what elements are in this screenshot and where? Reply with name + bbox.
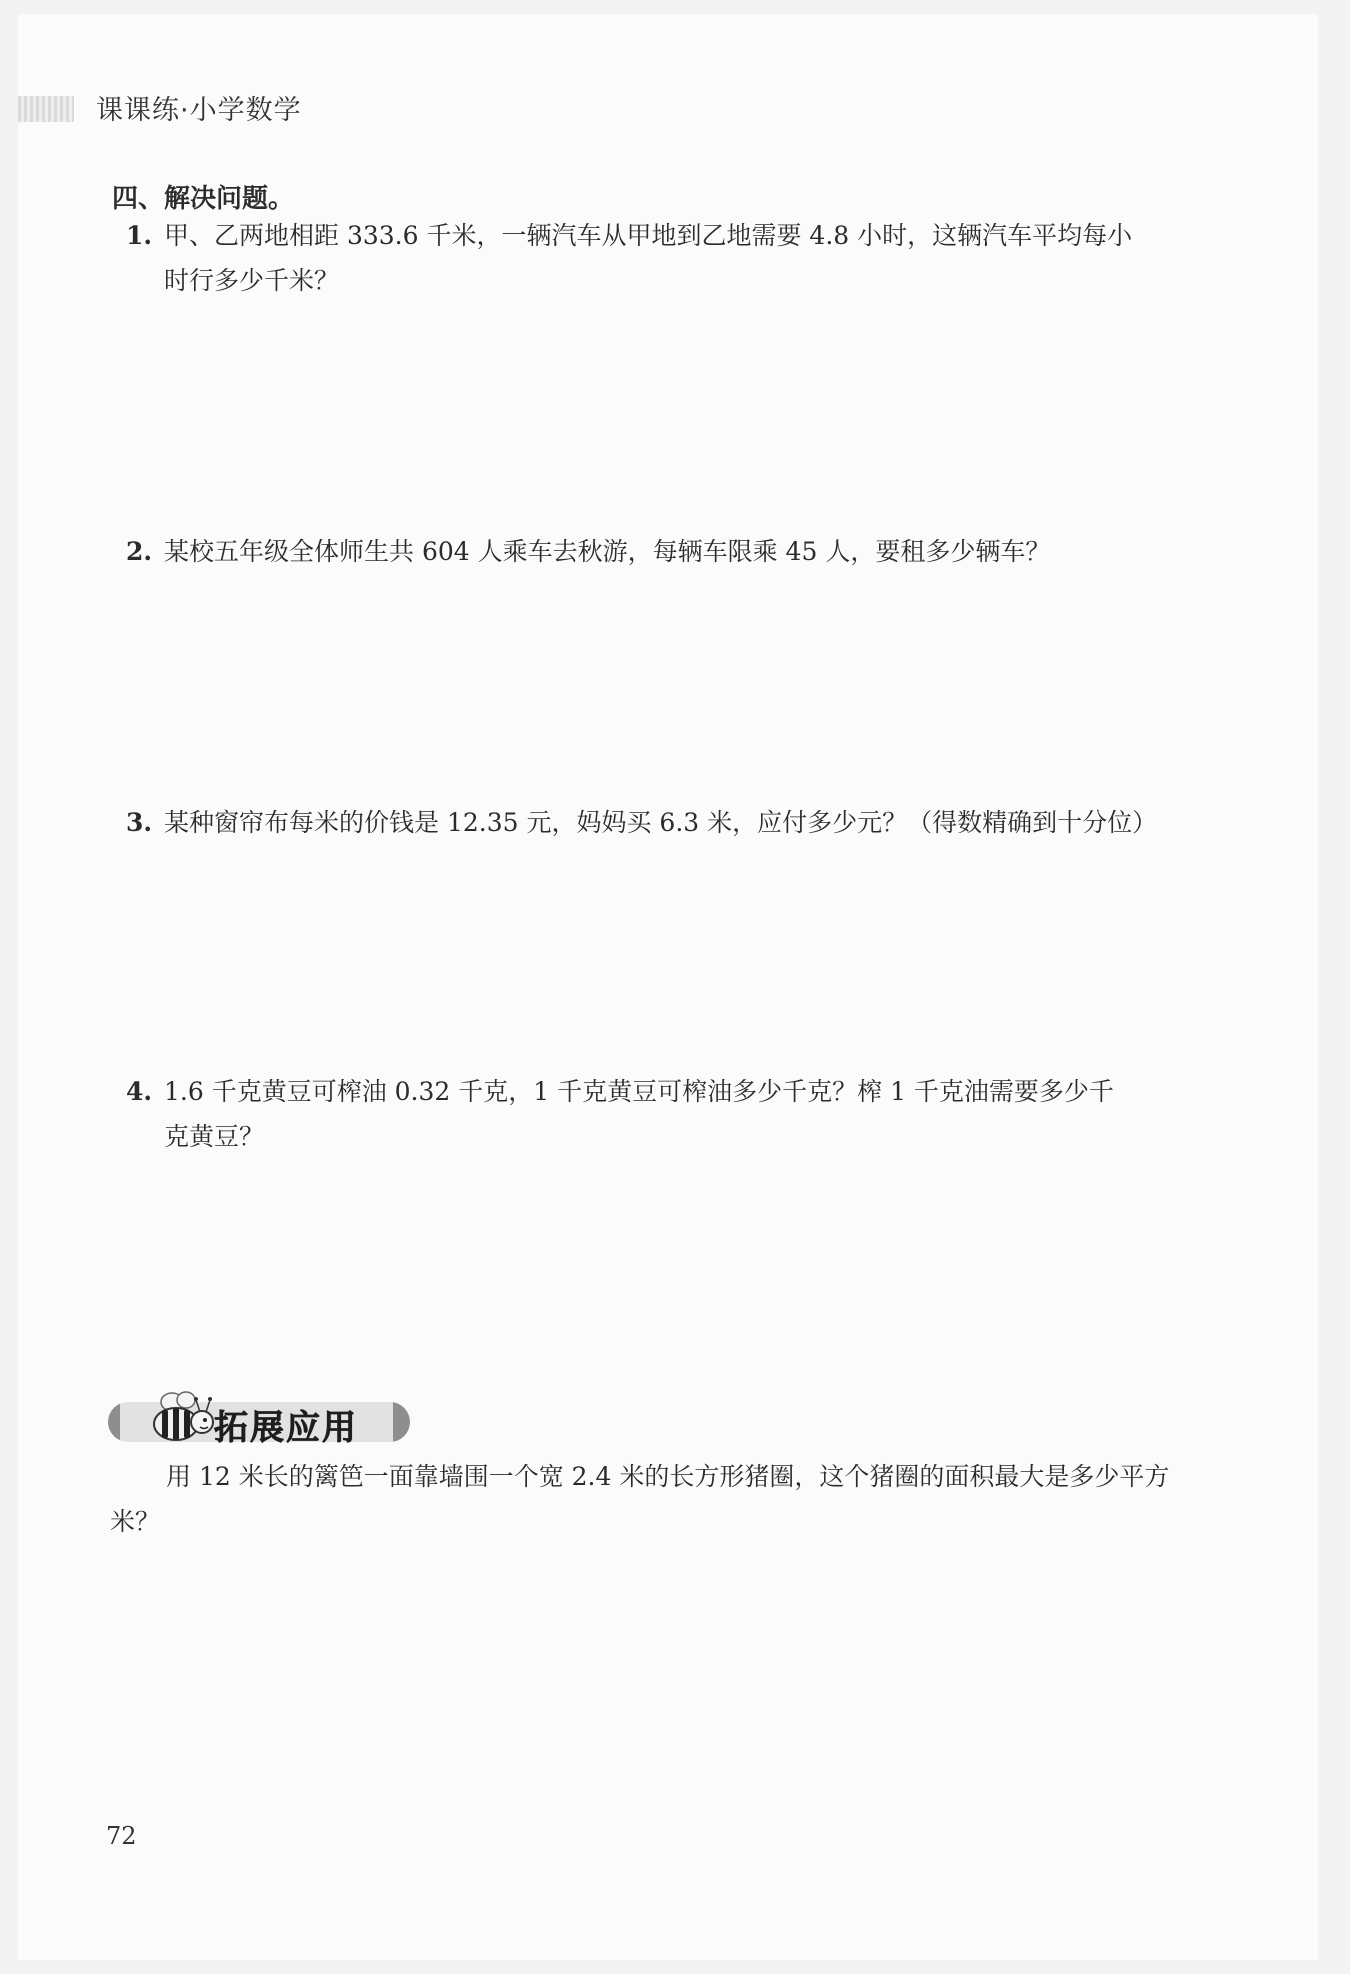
page-number: 72 <box>106 1822 137 1850</box>
problem-3 <box>126 800 1206 845</box>
problem-number: 3. <box>126 808 153 837</box>
problem-1 <box>126 213 1206 303</box>
problem-text-continued: 时行多少千米？ <box>164 266 340 295</box>
problem-text: 某种窗帘布每米的价钱是 12.35 元，妈妈买 6.3 米，应付多少元？（得数精确到十分位） <box>164 808 1158 837</box>
bee-icon <box>142 1388 222 1448</box>
problem-number: 1. <box>126 221 153 250</box>
extension-title: 拓展应用 <box>214 1408 358 1448</box>
problem-text: 甲、乙两地相距 333.6 千米，一辆汽车从甲地到乙地需要 4.8 小时，这辆汽车平均每小 <box>164 221 1133 250</box>
problem-text: 某校五年级全体师生共 604 人乘车去秋游，每辆车限乘 45 人，要租多少辆车？ <box>164 537 1051 566</box>
problem-text: 1.6 千克黄豆可榨油 0.32 千克，1 千克黄豆可榨油多少千克？榨 1 千克油需要多少千 <box>164 1077 1114 1106</box>
header-decoration <box>18 96 74 122</box>
extension-problem: 用 12 米长的篱笆一面靠墙围一个宽 2.4 米的长方形猪圈，这个猪圈的面积最大是多少平方米？ <box>110 1462 1170 1536</box>
problem-text-continued: 克黄豆？ <box>164 1122 265 1151</box>
problem-number: 4. <box>126 1077 153 1106</box>
section-title: 四、解决问题。 <box>112 184 295 214</box>
workbook-page <box>18 14 1318 1960</box>
problem-number: 2. <box>126 537 153 566</box>
problem-2 <box>126 529 1206 574</box>
extension-banner <box>108 1388 418 1448</box>
header-title: 课课练·小学数学 <box>96 95 302 126</box>
problem-4 <box>126 1069 1206 1159</box>
